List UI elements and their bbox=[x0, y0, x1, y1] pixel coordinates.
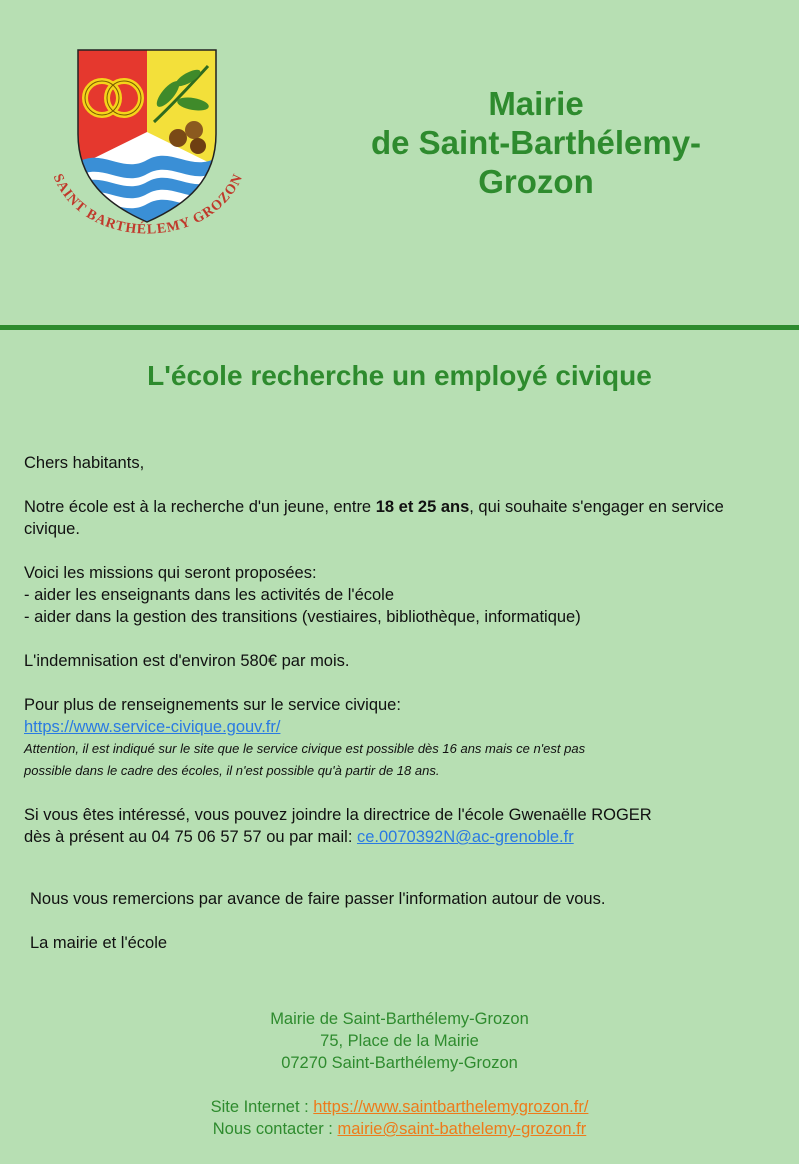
closing-section bbox=[30, 888, 790, 954]
greeting: Chers habitants, bbox=[24, 454, 145, 472]
age-note-line-2: possible dans le cadre des écoles, il n'est possible qu'à partir de 18 ans. bbox=[24, 763, 440, 778]
footer-site-label: Site Internet : bbox=[210, 1098, 314, 1116]
mission-item: - aider dans la gestion des transitions (vestiaires, bibliothèque, informatique) bbox=[24, 608, 581, 626]
coat-of-arms-icon bbox=[38, 44, 258, 254]
missions-title: Voici les missions qui seront proposées: bbox=[24, 564, 317, 582]
thanks-text: Nous vous remercions par avance de faire passer l'information autour de vous. bbox=[30, 890, 606, 908]
footer-street: 75, Place de la Mairie bbox=[320, 1032, 479, 1050]
footer-contact-label: Nous contacter : bbox=[212, 1120, 338, 1138]
header-divider bbox=[0, 325, 799, 330]
intro-text-before: Notre école est à la recherche d'un jeune, entre bbox=[24, 498, 376, 516]
footer-contact-row bbox=[0, 1118, 799, 1140]
intro-text-after: , qui souhaite s'engager en service civique. bbox=[24, 498, 724, 538]
footer-name: Mairie de Saint-Barthélemy-Grozon bbox=[270, 1010, 529, 1028]
contact-line-1: Si vous êtes intéressé, vous pouvez joindre la directrice de l'école Gwenaëlle ROGER bbox=[24, 806, 652, 824]
intro-paragraph bbox=[24, 496, 784, 540]
title-line-1: Mairie bbox=[488, 85, 584, 122]
title-line-3: Grozon bbox=[478, 163, 594, 200]
announcement-headline: L'école recherche un employé civique bbox=[147, 360, 652, 391]
footer-site-link[interactable]: https://www.saintbarthelemygrozon.fr/ bbox=[313, 1098, 589, 1116]
header bbox=[0, 0, 799, 325]
footer-city: 07270 Saint-Barthélemy-Grozon bbox=[281, 1054, 518, 1072]
signature: La mairie et l'école bbox=[30, 934, 168, 952]
mission-item: - aider les enseignants dans les activités de l'école bbox=[24, 586, 395, 604]
service-civique-link[interactable]: https://www.service-civique.gouv.fr/ bbox=[24, 718, 281, 736]
coat-of-arms-logo bbox=[38, 44, 258, 254]
logo-caption: SAINT BARTHÉLEMY GROZON bbox=[49, 171, 247, 238]
contact-text: dès à présent au 04 75 06 57 57 ou par mail: bbox=[24, 828, 357, 846]
announcement-body bbox=[24, 452, 784, 848]
town-hall-title bbox=[330, 84, 742, 201]
school-email-link[interactable]: ce.0070392N@ac-grenoble.fr bbox=[356, 828, 574, 846]
age-note-line-1: Attention, il est indiqué sur le site que le service civique est possible dès 16 ans mais ce n'est pas bbox=[24, 741, 586, 756]
title-line-2: de Saint-Barthélemy- bbox=[370, 124, 702, 161]
footer-site-row bbox=[0, 1096, 799, 1118]
footer-email-link[interactable]: mairie@saint-bathelemy-grozon.fr bbox=[337, 1120, 587, 1138]
contact-line-2 bbox=[24, 826, 784, 848]
indemnity-text: L'indemnisation est d'environ 580€ par mois. bbox=[24, 652, 350, 670]
info-title: Pour plus de renseignements sur le service civique: bbox=[24, 696, 401, 714]
age-range: 18 et 25 ans bbox=[375, 498, 470, 516]
footer bbox=[0, 1008, 799, 1140]
